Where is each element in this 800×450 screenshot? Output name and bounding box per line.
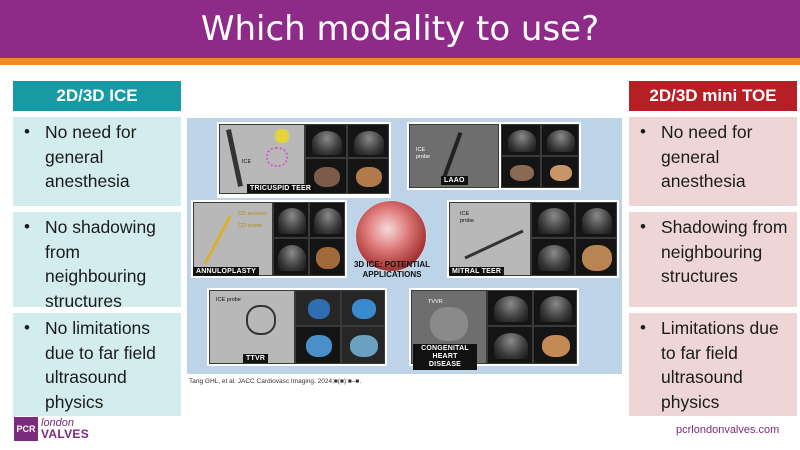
toe-bullet xyxy=(629,212,797,307)
ice-column xyxy=(13,81,181,416)
panel-annuloplasty xyxy=(191,200,347,278)
panel-label: CONGENITAL HEART DISEASE xyxy=(413,344,477,370)
pcr-london-valves-logo xyxy=(14,417,89,441)
bullet-dot-icon: • xyxy=(640,318,646,337)
pcr-logo-icon: PCR xyxy=(14,417,38,441)
logo-line-valves: VALVES xyxy=(41,427,90,441)
annotation-probe: probe xyxy=(460,218,475,224)
center-caption: 3D ICE: POTENTIAL APPLICATIONS xyxy=(353,260,430,279)
echo-image xyxy=(501,124,541,156)
echo-image xyxy=(541,156,579,188)
ice-column-heading: 2D/3D ICE xyxy=(13,81,181,111)
panel-ttvr xyxy=(207,288,387,366)
echo-image xyxy=(541,124,579,156)
echo-image xyxy=(341,326,385,364)
panel-label: TRICUSPID TEER xyxy=(247,184,314,193)
echo-image xyxy=(533,326,577,364)
panel-label: ANNULOPLASTY xyxy=(193,267,259,276)
panel-laao xyxy=(407,122,581,190)
toe-bullet-text: No need for general anesthesia xyxy=(661,122,753,191)
echo-image xyxy=(295,326,341,364)
panel-label: TTVR xyxy=(243,354,268,363)
figure-citation: Tang GHL, et al. JACC Cardiovasc Imaging. 2024;■(■):■–■. xyxy=(189,378,362,385)
title-accent-stripe xyxy=(0,58,800,65)
panel-tricuspid-teer xyxy=(217,122,391,198)
annotation-ice-probe: ICE xyxy=(416,147,426,153)
bullet-dot-icon: • xyxy=(640,122,646,141)
ice-bullet xyxy=(13,117,181,206)
annotation-cd-screws: CD screw xyxy=(238,223,262,229)
ice-bullet xyxy=(13,313,181,416)
toe-column xyxy=(629,81,797,416)
website-url: pcrlondonvalves.com xyxy=(676,424,780,436)
echo-image xyxy=(273,202,309,238)
fluoro-image xyxy=(449,202,531,276)
annotation-cd-anchors: CD anchors xyxy=(238,211,268,217)
annotation-ice-probe: ICE probe xyxy=(216,297,241,303)
echo-image xyxy=(531,238,575,276)
echo-image xyxy=(341,290,385,326)
annotation-ice-probe: ICE xyxy=(460,211,470,217)
panel-label: MITRAL TEER xyxy=(449,267,504,276)
ice-bullet-text: No shadowing from neighbouring structures xyxy=(45,217,156,311)
bullet-dot-icon: • xyxy=(24,122,30,141)
ice-bullet-text: No need for general anesthesia xyxy=(45,122,137,191)
bullet-dot-icon: • xyxy=(640,217,646,236)
slide-title: Which modality to use? xyxy=(200,9,600,49)
echo-image xyxy=(347,124,389,158)
logo-line-london: london xyxy=(41,417,75,429)
bullet-dot-icon: • xyxy=(24,217,30,236)
echo-image xyxy=(575,238,617,276)
toe-column-heading: 2D/3D mini TOE xyxy=(629,81,797,111)
toe-bullet-text: Limitations due to far field ultrasound physics xyxy=(661,318,779,412)
annotation-ice-probe: ICE xyxy=(242,159,252,165)
echo-image xyxy=(487,290,533,326)
echo-image xyxy=(575,202,617,238)
toe-bullet xyxy=(629,117,797,206)
echo-image xyxy=(501,156,541,188)
echo-image xyxy=(347,158,389,194)
echo-image xyxy=(295,290,341,326)
echo-image xyxy=(487,326,533,364)
echo-image xyxy=(531,202,575,238)
echo-image xyxy=(273,238,309,276)
ice-bullet xyxy=(13,212,181,311)
echo-image xyxy=(309,202,345,238)
ice-bullet-text: No limitations due to far field ultrasound physics xyxy=(45,318,156,412)
panel-mitral-teer xyxy=(447,200,619,278)
fluoro-image xyxy=(209,290,295,364)
ice-applications-figure xyxy=(187,118,622,374)
annotation-tvvr: TVVR xyxy=(428,299,443,305)
annotation-probe: probe xyxy=(416,154,431,160)
echo-image xyxy=(305,124,347,158)
title-bar xyxy=(0,0,800,58)
toe-bullet-text: Shadowing from neighbouring structures xyxy=(661,217,788,286)
bullet-dot-icon: • xyxy=(24,318,30,337)
panel-label: LAAO xyxy=(441,176,468,185)
panel-congenital xyxy=(409,288,579,366)
logo-text xyxy=(41,418,89,440)
echo-image xyxy=(533,290,577,326)
fluoro-image xyxy=(193,202,273,276)
toe-bullet xyxy=(629,313,797,416)
